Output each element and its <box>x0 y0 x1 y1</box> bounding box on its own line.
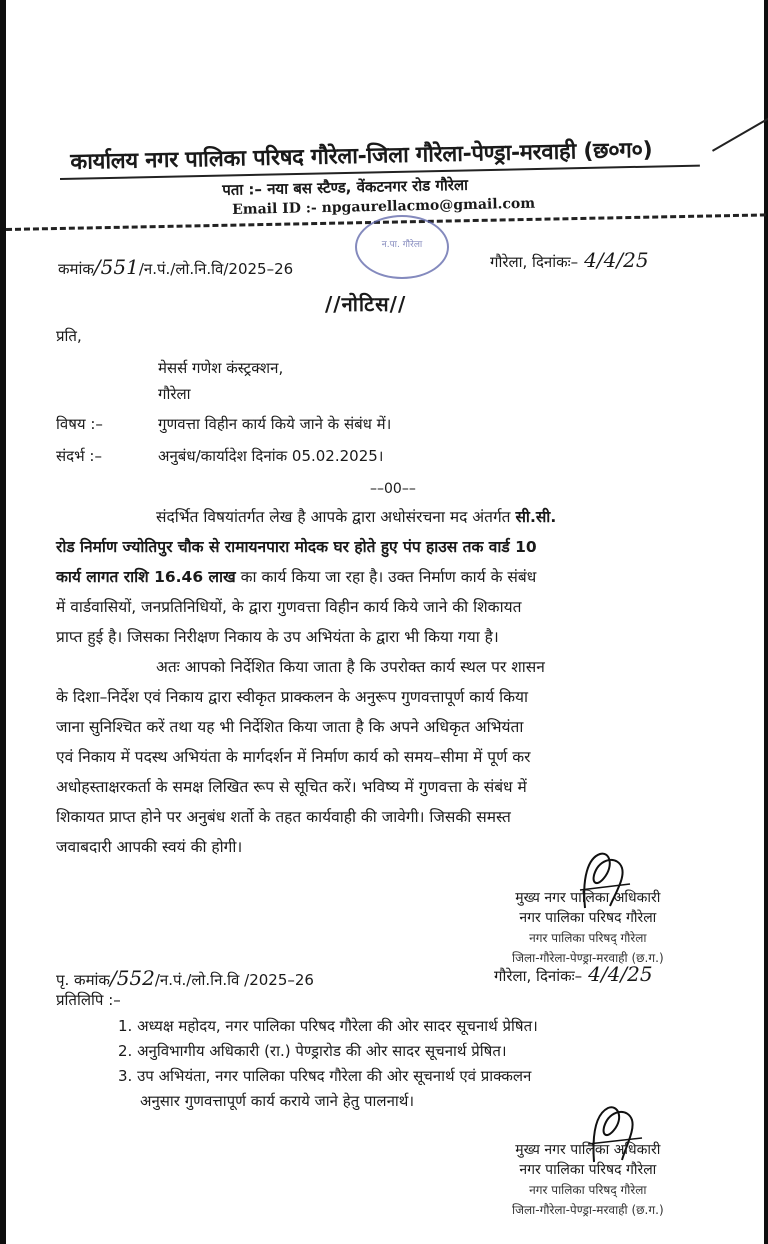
copy-item-1: 1. अध्यक्ष महोदय, नगर पालिका परिषद गौरेला की ओर सादर सूचनार्थ प्रेषित। <box>118 1017 538 1035</box>
signature-block-1 <box>512 888 664 968</box>
subject-text: गुणवत्ता विहीन कार्य किये जाने के संबंध में। <box>158 415 392 433</box>
office-header-title: कार्यालय नगर पालिका परिषद गौरेला-जिला गौरेला-पेण्ड्रा-मरवाही (छ०ग०) <box>70 137 653 175</box>
office-round-stamp <box>355 215 449 279</box>
copy-to-list <box>118 1014 538 1114</box>
p2-line4: एवं निकाय में पदस्थ अभियंता के मार्गदर्शन में निर्माण कार्य को समय–सीमा में पूर्ण कर <box>56 748 531 766</box>
left-border <box>0 0 6 1244</box>
sig2-stamp-line1: नगर पालिका परिषद् गौरेला <box>529 1183 647 1197</box>
p2-line6: शिकायत प्राप्त होने पर अनुबंध शर्तो के तहत कार्यवाही की जावेगी। जिसकी समस्त <box>56 808 511 826</box>
copy-item-2: 2. अनुविभागीय अधिकारी (रा.) पेण्ड्रारोड की ओर सादर सूचनार्थ प्रेषित। <box>118 1042 507 1060</box>
office-email: Email ID :- npgaurellacmo@gmail.com <box>232 195 536 218</box>
sig1-stamp-line2: जिला-गौरेला-पेण्ड्रा-मरवाही (छ.ग.) <box>512 951 664 965</box>
p1-line2-bold: रोड निर्माण ज्योतिपुर चौक से रामायनपारा मोदक घर होते हुए पंप हाउस तक वार्ड 10 <box>56 538 537 556</box>
copy-date-handwritten: 4/4/25 <box>588 962 653 986</box>
recipient-place: गौरेला <box>158 385 191 403</box>
sig1-org: नगर पालिका परिषद गौरेला <box>519 910 657 926</box>
letter-reference-number <box>58 255 293 279</box>
sig2-org: नगर पालिका परिषद गौरेला <box>519 1162 657 1178</box>
ref-suffix: /न.पं./लो.नि.वि/2025–26 <box>138 260 294 278</box>
notice-title: //नोटिस// <box>325 292 407 316</box>
copy-date-label: गौरेला, दिनांकः– <box>494 967 583 985</box>
copy-ref-number-handwritten: /552 <box>109 966 155 990</box>
reference-text: अनुबंध/कार्यादेश दिनांक 05.02.2025। <box>158 447 384 465</box>
copy-reference-number <box>56 966 314 990</box>
p2-line2: के दिशा–निर्देश एवं निकाय द्वारा स्वीकृत प्राक्कलन के अनुरूप गुणवत्तापूर्ण कार्य किया <box>56 688 529 706</box>
right-border <box>764 0 768 1244</box>
copy-ref-suffix: /न.पं./लो.नि.वि /2025–26 <box>154 971 314 989</box>
letter-date <box>490 248 649 272</box>
p1-line3-bold: कार्य लागत राशि 16.46 लाख <box>56 568 236 586</box>
sig1-stamp-line1: नगर पालिका परिषद् गौरेला <box>529 931 647 945</box>
sig2-title: मुख्य नगर पालिका अधिकारी <box>515 1142 661 1158</box>
p1-line1-bold: सी.सी. <box>515 508 557 526</box>
body-paragraph-2 <box>56 652 545 862</box>
p1-line5: प्राप्त हुई है। जिसका निरीक्षण निकाय के उप अभियंता के द्वारा भी किया गया है। <box>56 628 499 646</box>
office-address: पता :– नया बस स्टैण्ड, वेंकटनगर रोड गौरेला <box>222 175 469 199</box>
p1-line3-text: का कार्य किया जा रहा है। उक्त निर्माण कार्य के संबंध <box>235 568 537 586</box>
p2-line1: अतः आपको निर्देशित किया जाता है कि उपरोक्त कार्य स्थल पर शासन <box>156 658 545 676</box>
reference-label: संदर्भ :– <box>56 447 102 465</box>
p2-line3: जाना सुनिश्चित करें तथा यह भी निर्देशित किया जाता है कि अपने अधिकृत अभियंता <box>56 718 524 736</box>
p1-line1-text: संदर्भित विषयांतर्गत लेख है आपके द्वारा अधोसंरचना मद अंतर्गत <box>156 508 516 526</box>
top-blank-area <box>0 0 768 120</box>
header-pen-stroke <box>712 115 768 152</box>
p2-line5: अधोहस्ताक्षरकर्ता के समक्ष लिखित रूप से सूचित करें। भविष्य में गुणवत्ता के संबंध में <box>56 778 527 796</box>
body-paragraph-1 <box>56 502 556 652</box>
ref-number-handwritten: /551 <box>93 255 139 279</box>
copy-ref-prefix: पृ. कमांक <box>56 971 110 989</box>
copy-item-3-continued: अनुसार गुणवत्तापूर्ण कार्य कराये जाने हेतु पालनार्थ। <box>140 1092 415 1110</box>
date-handwritten: 4/4/25 <box>584 248 649 272</box>
copy-item-3: 3. उप अभियंता, नगर पालिका परिषद गौरेला की ओर सूचनार्थ एवं प्राक्कलन <box>118 1067 532 1085</box>
copy-to-label: प्रतिलिपि :– <box>56 991 121 1009</box>
signature-block-2 <box>512 1140 664 1220</box>
section-divider: ––00–– <box>370 481 416 497</box>
recipient-name: मेसर्स गणेश कंस्ट्रक्शन, <box>158 359 284 377</box>
subject-label: विषय :– <box>56 415 103 433</box>
recipient-salutation: प्रति, <box>56 327 82 345</box>
sig2-stamp-line2: जिला-गौरेला-पेण्ड्रा-मरवाही (छ.ग.) <box>512 1203 664 1217</box>
date-label: गौरेला, दिनांकः– <box>490 253 579 271</box>
ref-prefix: कमांक <box>58 260 94 278</box>
copy-date <box>494 962 653 986</box>
p2-line7: जवाबदारी आपकी स्वयं की होगी। <box>56 838 243 856</box>
stamp-text: न.पा. गौरेला <box>381 240 423 250</box>
p1-line4: में वार्डवासियों, जनप्रतिनिधियों, के द्वारा गुणवत्ता विहीन कार्य किये जाने की शिकायत <box>56 598 522 616</box>
sig1-title: मुख्य नगर पालिका अधिकारी <box>515 890 661 906</box>
